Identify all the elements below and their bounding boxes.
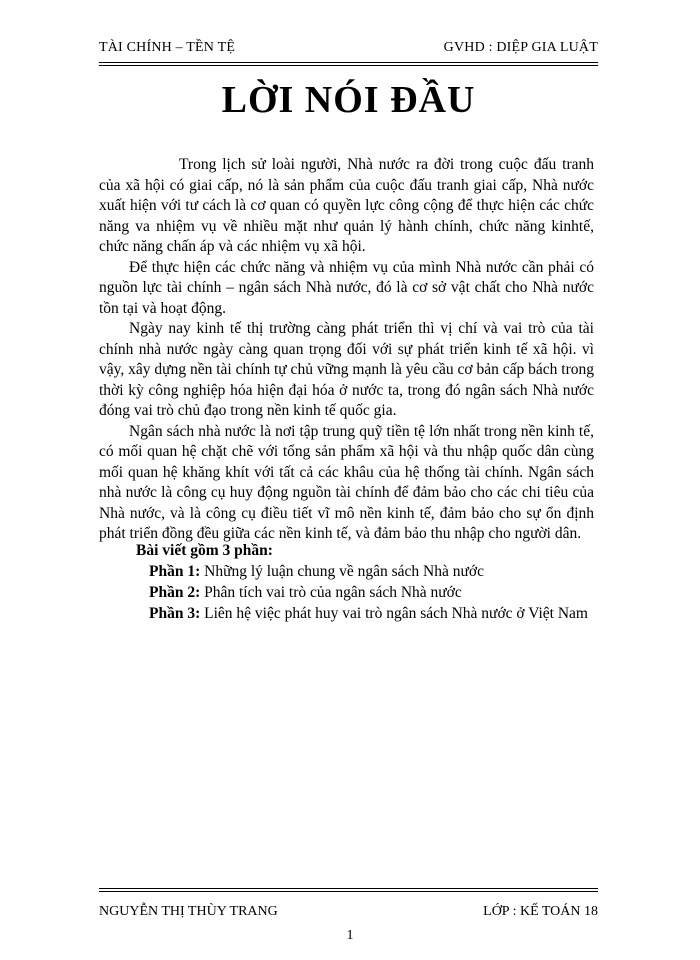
outline-item-label: Phần 1: <box>149 563 201 580</box>
header-subject: TÀI CHÍNH – TỀN TỆ <box>99 40 236 55</box>
footer-author: NGUYỄN THỊ THÙY TRANG <box>99 904 278 919</box>
paragraph: Ngân sách nhà nước là nơi tập trung quỹ tiền tệ lớn nhất trong nền kinh tế, có mối quan hệ chặt chẽ với tổng sản phẩm xã hội và thu nhập quốc dân cùng mối quan hệ khăng khít với tất cả các khâu của hệ thống tài chính. Ngân sách nhà nước là công cụ huy động nguồn tài chính để đảm bảo cho các chi tiêu của Nhà nước, và là công cụ điều tiết vĩ mô nền kinh tế, đảm bảo cho sự ổn định phát triển đồng đều giữa các nền kinh tế, và đảm bảo thu nhập cho người dân. <box>99 422 594 542</box>
paragraph: Trong lịch sử loài người, Nhà nước ra đời trong cuộc đấu tranh của xã hội có giai cấp, nó là sản phẩm của cuộc đấu tranh giai cấp, Nhà nước xuất hiện với tư cách là cơ quan có quyền lực công cộng để thực hiện các chức năng va nhiệm vụ về nhiều mặt như quản lý hành chính, chức năng kinhtế, chức năng chấn áp và các nhiệm vụ xã hội. <box>99 156 594 255</box>
footer-divider <box>99 888 598 892</box>
outline-item-text: Phân tích vai trò của ngân sách Nhà nước <box>200 584 462 601</box>
header-divider <box>99 62 598 66</box>
page-footer <box>99 904 598 920</box>
paragraph: Ngày nay kinh tế thị trường càng phát triển thì vị chí và vai trò của tài chính nhà nước ngày càng quan trọng đối với sự phát triển kinh tế xã hội. vì vậy, xây dựng nền tài chính tự chủ vững mạnh là yêu cầu cơ bản cấp bách trong thời kỳ công nghiệp hóa hiện đại hóa ở nước ta, trong đó ngân sách Nhà nước đóng vai trò chủ đạo trong nền kinh tế quốc gia. <box>99 320 594 419</box>
page-title: LỜI NÓI ĐẦU <box>221 79 476 121</box>
header-instructor: GVHD : DIỆP GIA LUẬT <box>443 40 598 55</box>
outline-item-label: Phần 3: <box>149 605 201 622</box>
outline-item-label: Phần 2: <box>149 584 201 601</box>
outline-section <box>99 540 594 624</box>
outline-item-text: Những lý luận chung về ngân sách Nhà nước <box>200 563 484 580</box>
outline-heading: Bài viết gồm 3 phần: <box>136 542 273 559</box>
outline-item <box>99 603 594 624</box>
footer-class: LỚP : KẾ TOÁN 18 <box>483 904 598 919</box>
preface-body <box>99 155 594 545</box>
page-header <box>99 40 598 56</box>
page-number: 1 <box>346 928 354 943</box>
outline-item-text: Liên hệ việc phát huy vai trò ngân sách Nhà nước ở Việt Nam <box>200 605 588 622</box>
outline-item <box>99 582 594 603</box>
outline-item <box>99 561 594 582</box>
paragraph: Để thực hiện các chức năng và nhiệm vụ của mình Nhà nước cần phải có nguồn lực tài chính – ngân sách Nhà nước, đó là cơ sở vật chất cho Nhà nước tồn tại và hoạt động. <box>99 258 594 317</box>
